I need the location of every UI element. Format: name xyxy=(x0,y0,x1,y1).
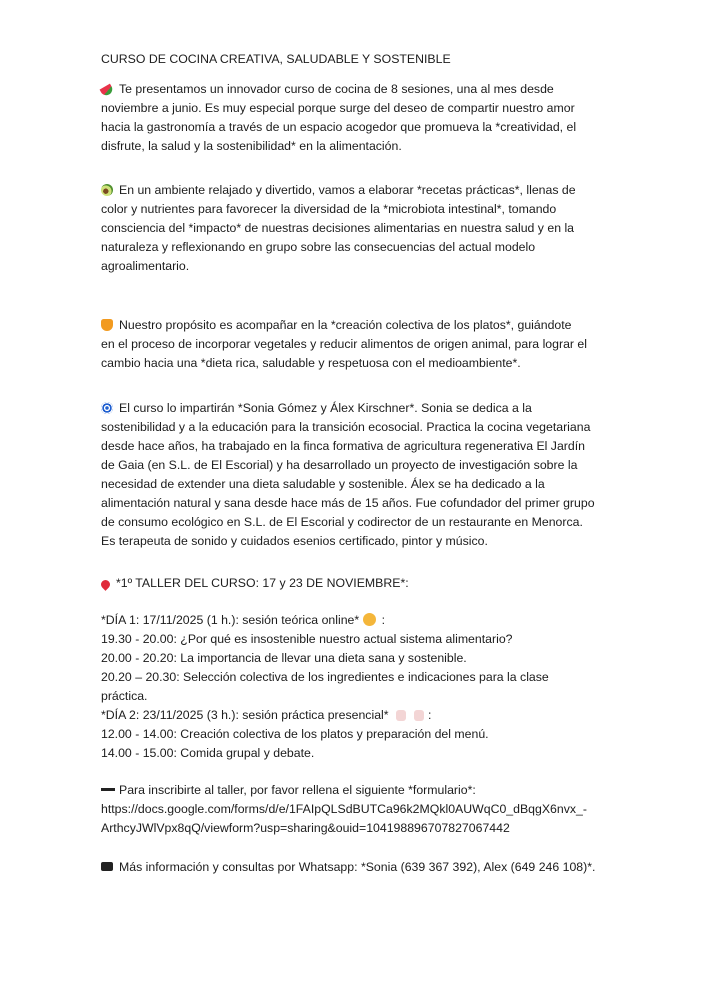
line-text: necesidad de extender una dieta saludable y sostenible. Álex se ha dedicado a la xyxy=(101,477,545,491)
text-line xyxy=(101,687,147,705)
text-line xyxy=(101,475,545,493)
watermelon-icon xyxy=(100,84,115,98)
text-line xyxy=(101,649,467,667)
line-text: 14.00 - 15.00: Comida grupal y debate. xyxy=(101,746,315,760)
arrow-icon xyxy=(101,788,115,791)
line-text: 12.00 - 14.00: Creación colectiva de los platos y preparación del menú. xyxy=(101,727,489,741)
text-line xyxy=(101,354,521,372)
line-text: noviembre a junio. Es muy especial porque surge del deseo de compartir nuestro amor xyxy=(101,101,575,115)
line-text: consciencia del *impacto* de nuestras decisiones alimentarias en nuestra salud y en la xyxy=(101,221,575,235)
line-text: de consumo ecológico en S.L. de El Escorial y codirector de un restaurante en Menorca. xyxy=(101,515,583,529)
text-line xyxy=(101,80,554,98)
text-line xyxy=(101,418,590,436)
line-text: color y nutrientes para favorecer la diversidad de la *microbiota intestinal*, tomando xyxy=(101,202,557,216)
line-text: *1º TALLER DEL CURSO: 17 y 23 DE NOVIEMBRE*: xyxy=(116,576,409,590)
phone-icon xyxy=(101,862,113,871)
line-text: El curso lo impartirán *Sonia Gómez y Álex Kirschner*. Sonia se dedica a la xyxy=(119,401,532,415)
text-line xyxy=(101,399,532,417)
line-text: *DÍA 2: 23/11/2025 (3 h.): sesión práctica presencial* xyxy=(101,708,389,722)
text-line xyxy=(101,335,587,353)
line-text: hacia la gastronomía a través de un espacio acogedor que promueva la *creatividad, el xyxy=(101,120,577,134)
line-text: https://docs.google.com/forms/d/e/1FAIpQLSdBUTCa96k2MQkl0AUWqC0_dBqgX6nvx_- xyxy=(101,802,587,816)
text-line xyxy=(101,744,314,762)
form-link[interactable] xyxy=(101,800,587,818)
line-text: En un ambiente relajado y divertido, vamos a elaborar *recetas prácticas*, llenas de xyxy=(119,183,576,197)
cook-icon xyxy=(396,710,406,721)
line-text: *DÍA 1: 17/11/2025 (1 h.): sesión teórica online* xyxy=(101,613,360,627)
text-line xyxy=(101,532,488,550)
text-line xyxy=(101,257,189,275)
text-line xyxy=(101,858,595,876)
line-text: desde hace años, ha trabajado en la finca formativa de agricultura regenerativa El Jardín xyxy=(101,439,585,453)
text-line xyxy=(101,238,535,256)
line-text: 19.30 - 20.00: ¿Por qué es insostenible nuestro actual sistema alimentario? xyxy=(101,632,513,646)
line-text: Más información y consultas por Whatsapp: *Sonia (639 367 392), Alex (649 246 108)*. xyxy=(119,860,596,874)
text-line xyxy=(101,574,409,592)
text-line xyxy=(101,781,476,799)
text-line xyxy=(101,137,402,155)
line-text: 20.00 - 20.20: La importancia de llevar una dieta sana y sostenible. xyxy=(101,651,467,665)
form-link[interactable] xyxy=(101,819,510,837)
colon: : xyxy=(427,708,432,722)
line-text: agroalimentario. xyxy=(101,259,190,273)
text-line xyxy=(101,181,576,199)
line-text: Es terapeuta de sonido y cuidados esenios certificado, pintor y músico. xyxy=(101,534,488,548)
nerd-face-icon xyxy=(363,613,376,626)
line-text: en el proceso de incorporar vegetales y reducir alimentos de origen animal, para lograr el xyxy=(101,337,587,351)
cook-icon xyxy=(414,710,424,721)
line-text: Para inscribirte al taller, por favor rellena el siguiente *formulario*: xyxy=(119,783,476,797)
line-text: 20.20 – 20.30: Selección colectiva de los ingredientes e indicaciones para la clase xyxy=(101,670,549,684)
text-line xyxy=(101,668,549,686)
line-text: Nuestro propósito es acompañar en la *creación colectiva de los platos*, guiándote xyxy=(119,318,572,332)
colon: : xyxy=(381,613,386,627)
line-text: alimentación natural y sana desde hace más de 15 años. Fue cofundador del primer grupo xyxy=(101,496,595,510)
text-line xyxy=(101,200,556,218)
avocado-icon xyxy=(101,184,113,196)
text-line xyxy=(101,456,577,474)
text-line xyxy=(101,316,572,334)
pin-icon xyxy=(99,578,112,591)
text-line xyxy=(101,118,576,136)
text-line xyxy=(101,99,575,117)
line-text: sostenibilidad y a la educación para la transición ecosocial. Practica la cocina vegetariana xyxy=(101,420,591,434)
line-text: naturaleza y reflexionando en grupo sobre las consecuencias del actual modelo xyxy=(101,240,536,254)
shield-icon xyxy=(101,319,113,331)
spiral-icon xyxy=(101,402,113,414)
document-title: CURSO DE COCINA CREATIVA, SALUDABLE Y SOSTENIBLE xyxy=(101,52,451,66)
text-line xyxy=(101,513,583,531)
line-text: Te presentamos un innovador curso de cocina de 8 sesiones, una al mes desde xyxy=(119,82,554,96)
line-text: cambio hacia una *dieta rica, saludable y respetuosa con el medioambiente*. xyxy=(101,356,521,370)
line-text: de Gaia (en S.L. de El Escorial) y ha desarrollado un proyecto de investigación sobre la xyxy=(101,458,578,472)
text-line xyxy=(101,630,513,648)
text-line xyxy=(101,494,595,512)
line-text: práctica. xyxy=(101,689,148,703)
text-line xyxy=(101,611,385,629)
line-text: disfrute, la salud y la sostenibilidad* en la alimentación. xyxy=(101,139,402,153)
text-line xyxy=(101,219,574,237)
text-line xyxy=(101,725,489,743)
text-line xyxy=(101,706,431,724)
line-text: ArthcyJWlVpx8qQ/viewform?usp=sharing&ouid=104198896707827067442 xyxy=(101,821,510,835)
text-line xyxy=(101,437,585,455)
